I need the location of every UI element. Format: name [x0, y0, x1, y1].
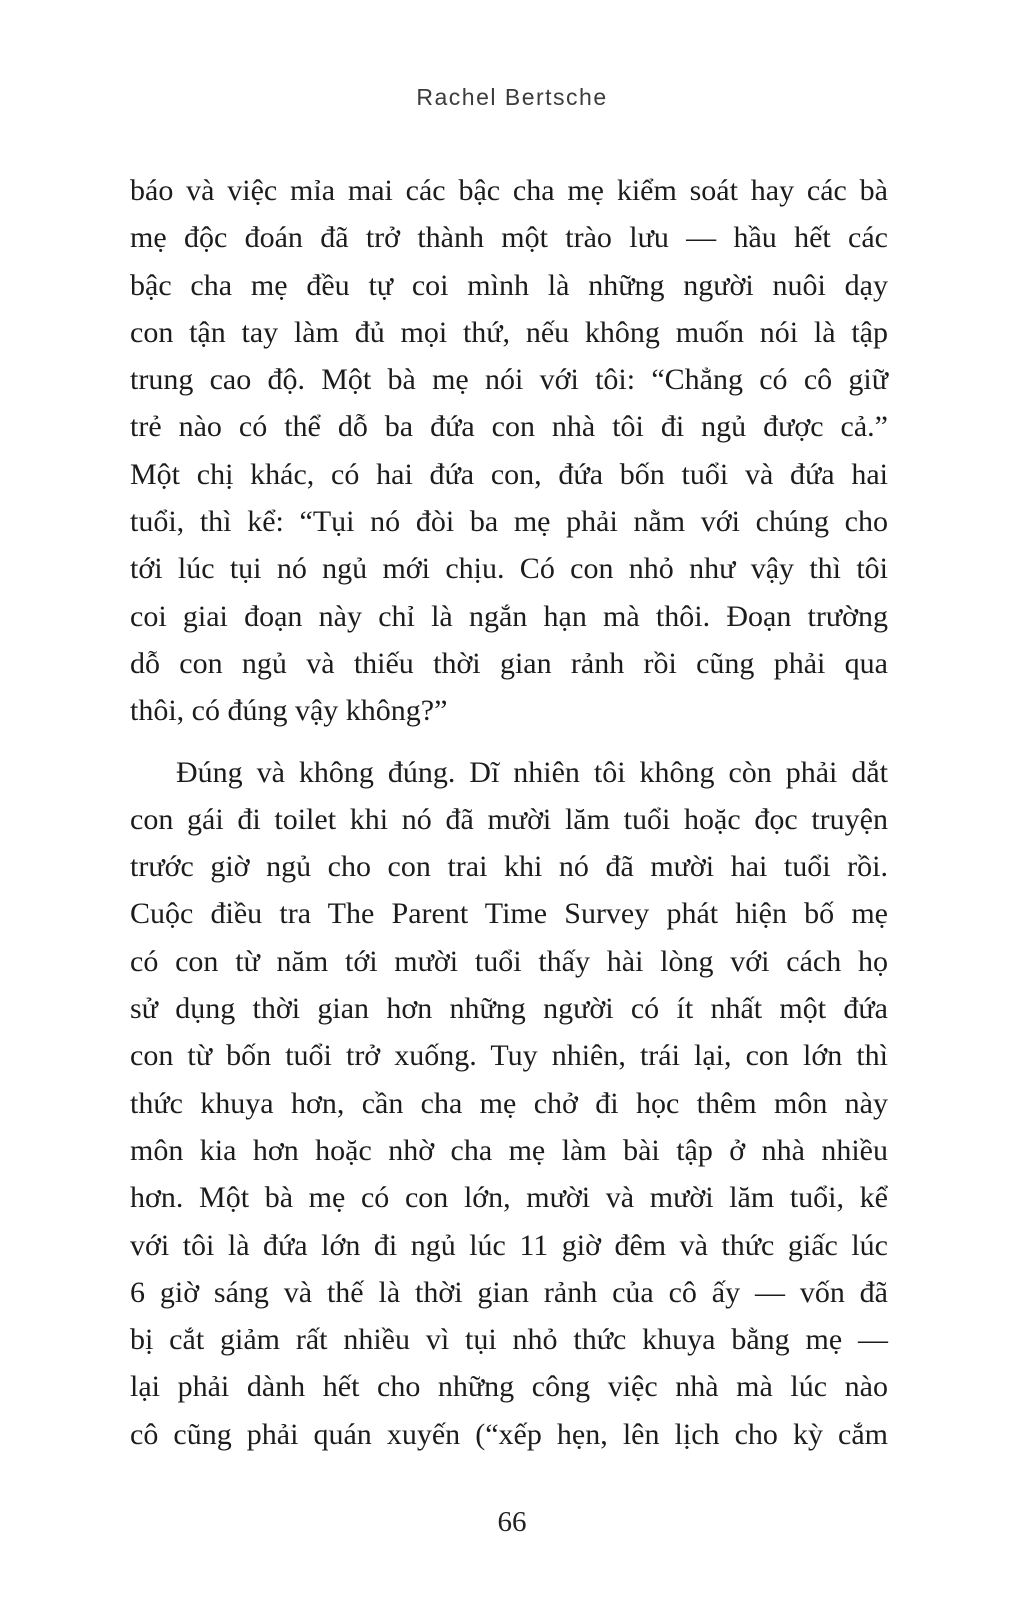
text-line: mẹ độc đoán đã trở thành một trào lưu — hầu hết các — [130, 221, 888, 255]
text-line: trung cao độ. Một bà mẹ nói với tôi: “Chẳng có cô giữ — [130, 363, 888, 397]
text-line: bị cắt giảm rất nhiều vì tụi nhỏ thức khuya bằng mẹ — — [130, 1323, 888, 1357]
text-line: 6 giờ sáng và thế là thời gian rảnh của cô ấy — vốn đã — [130, 1275, 888, 1309]
text-line: hơn. Một bà mẹ có con lớn, mười và mười lăm tuổi, kể — [130, 1181, 888, 1215]
text-line: Đúng và không đúng. Dĩ nhiên tôi không còn phải dắt — [176, 755, 888, 789]
paragraph — [130, 167, 888, 735]
text-line: môn kia hơn hoặc nhờ cha mẹ làm bài tập ở nhà nhiều — [130, 1133, 888, 1167]
text-line: con từ bốn tuổi trở xuống. Tuy nhiên, trái lại, con lớn thì — [130, 1039, 888, 1073]
text-line: Cuộc điều tra The Parent Time Survey phát hiện bố mẹ — [130, 897, 888, 931]
text-line: dỗ con ngủ và thiếu thời gian rảnh rồi cũng phải qua — [130, 646, 888, 680]
text-line: coi giai đoạn này chỉ là ngắn hạn mà thôi. Đoạn trường — [130, 599, 888, 633]
text-line: cô cũng phải quán xuyến (“xếp hẹn, lên lịch cho kỳ cắm — [130, 1417, 888, 1451]
text-line: tuổi, thì kể: “Tụi nó đòi ba mẹ phải nằm với chúng cho — [130, 505, 888, 539]
text-line: thôi, có đúng vậy không?” — [130, 694, 448, 728]
text-line: con gái đi toilet khi nó đã mười lăm tuổi hoặc đọc truyện — [130, 802, 888, 836]
text-line: sử dụng thời gian hơn những người có ít nhất một đứa — [130, 992, 888, 1026]
text-line: bậc cha mẹ đều tự coi mình là những người nuôi dạy — [130, 268, 888, 302]
text-line: lại phải dành hết cho những công việc nhà mà lúc nào — [130, 1370, 888, 1404]
paragraph — [130, 749, 888, 1458]
text-line: báo và việc mỉa mai các bậc cha mẹ kiểm soát hay các bà — [130, 174, 888, 207]
text-line: với tôi là đứa lớn đi ngủ lúc 11 giờ đêm và thức giấc lúc — [130, 1228, 888, 1262]
running-header: Rachel Bertsche — [416, 84, 608, 110]
text-line: trước giờ ngủ cho con trai khi nó đã mười hai tuổi rồi. — [130, 850, 888, 884]
page-number: 66 — [497, 1506, 527, 1538]
body-text — [130, 167, 888, 1458]
text-line: thức khuya hơn, cần cha mẹ chở đi học thêm môn này — [130, 1086, 888, 1120]
text-line: con tận tay làm đủ mọi thứ, nếu không muốn nói là tập — [130, 315, 888, 349]
text-line: Một chị khác, có hai đứa con, đứa bốn tuổi và đứa hai — [130, 457, 888, 491]
text-line: có con từ năm tới mười tuổi thấy hài lòng với cách họ — [130, 944, 888, 978]
text-line: trẻ nào có thể dỗ ba đứa con nhà tôi đi ngủ được cả.” — [130, 410, 888, 444]
text-line: tới lúc tụi nó ngủ mới chịu. Có con nhỏ như vậy thì tôi — [130, 552, 888, 586]
